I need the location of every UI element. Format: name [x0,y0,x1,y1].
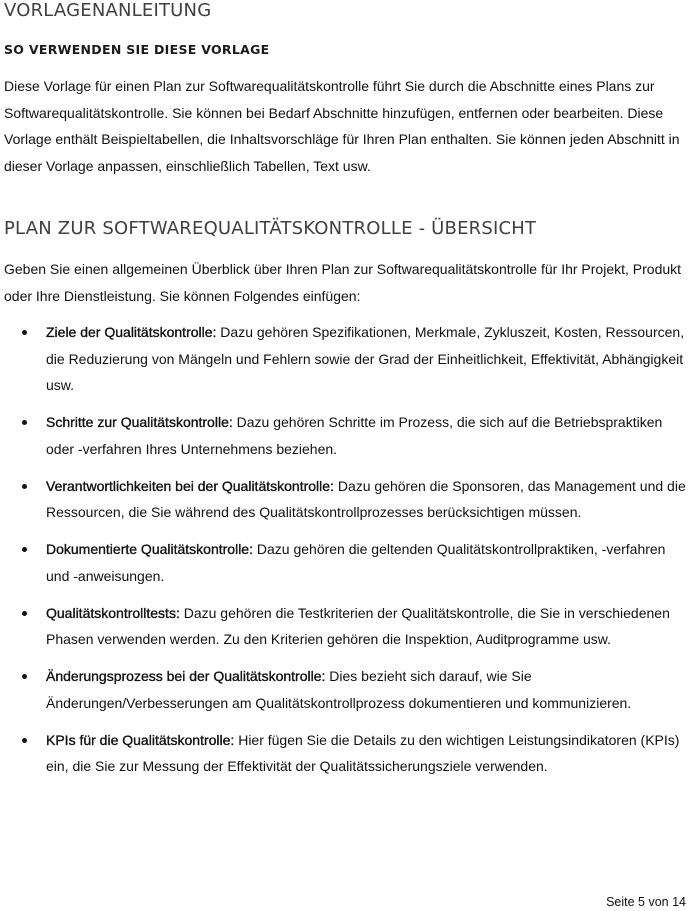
list-item [4,319,688,399]
list-item-text: Dies bezieht sich darauf, wie Sie Änderungen/Verbesserungen am Qualitätskontrollprozess dokumentieren und kommunizieren. [46,668,632,711]
list-item-text: Dazu gehören die Sponsoren, das Management und die Ressourcen, die Sie während des Qualitätskontrollprozesses berücksichtigen müssen. [46,477,686,520]
list-item-text: Hier fügen Sie die Details zu den wichtigen Leistungsindikatoren (KPIs) ein, die Sie zur Messung der Effektivität der Qualitätssicherungsziele verwenden. [46,731,680,774]
list-item [4,600,688,653]
bullet-icon [22,738,27,743]
list-item [4,473,688,526]
bullet-icon [22,484,27,489]
list-item-text: Dazu gehören Schritte im Prozess, die sich auf die Betriebspraktiken oder -verfahren Ihres Unternehmens beziehen. [46,414,663,457]
list-item [4,663,688,716]
list-item-text: Dazu gehören die Testkriterien der Qualitätskontrolle, die Sie in verschiedenen Phasen verwenden werden. Zu den Kriterien gehören die Inspektion, Auditprogramme usw. [46,604,670,647]
template-guide-heading: VORLAGENANLEITUNG [4,0,212,21]
document-page [4,0,688,790]
page-number: Seite 5 von 14 [606,895,686,909]
overview-paragraph: Geben Sie einen allgemeinen Überblick über Ihren Plan zur Softwarequalitätskontrolle für Ihr Projekt, Produkt oder Ihre Dienstleistung. Sie können Folgendes einfügen: [4,261,682,304]
bullet-icon [22,547,27,552]
list-item-term: Dokumentierte Qualitätskontrolle: [46,541,253,557]
list-item [4,409,688,462]
bullet-icon [22,420,27,425]
list-item-text: Dazu gehören Spezifikationen, Merkmale, Zykluszeit, Kosten, Ressourcen, die Reduzierung von Mängeln und Fehlern sowie der Grad der Einheitlichkeit, Effektivität, Abhängigkeit usw. [46,324,685,393]
list-item-text: Dazu gehören die geltenden Qualitätskontrollpraktiken, -verfahren und -anweisungen. [46,541,666,584]
bullet-icon [22,330,27,335]
overview-heading: PLAN ZUR SOFTWAREQUALITÄTSKONTROLLE - ÜBERSICHT [4,218,537,239]
overview-bullet-list [4,319,688,780]
list-item-term: Ziele der Qualitätskontrolle: [46,324,217,340]
list-item [4,536,688,589]
list-item-term: Änderungsprozess bei der Qualitätskontrolle: [46,668,326,684]
list-item [4,727,688,780]
list-item-term: Schritte zur Qualitätskontrolle: [46,414,233,430]
list-item-term: KPIs für die Qualitätskontrolle: [46,731,235,748]
bullet-icon [22,674,27,679]
bullet-icon [22,611,27,616]
list-item-term: Verantwortlichkeiten bei der Qualitätskontrolle: [46,477,334,494]
template-guide-paragraph: Diese Vorlage für einen Plan zur Softwarequalitätskontrolle führt Sie durch die Abschnitte eines Plans zur Softwarequalitätskontrolle. Sie können bei Bedarf Abschnitte hinzufügen, entfernen oder bearbeiten. Diese Vorlage enthält Beispieltabellen, die Inhaltsvorschläge für Ihren Plan enthalten. Sie können jeden Abschnitt in dieser Vorlage anpassen, einschließlich Tabellen, Text usw. [4,78,680,174]
how-to-use-subheading: SO VERWENDEN SIE DIESE VORLAGE [4,42,270,57]
list-item-term: Qualitätskontrolltests: [46,604,180,621]
